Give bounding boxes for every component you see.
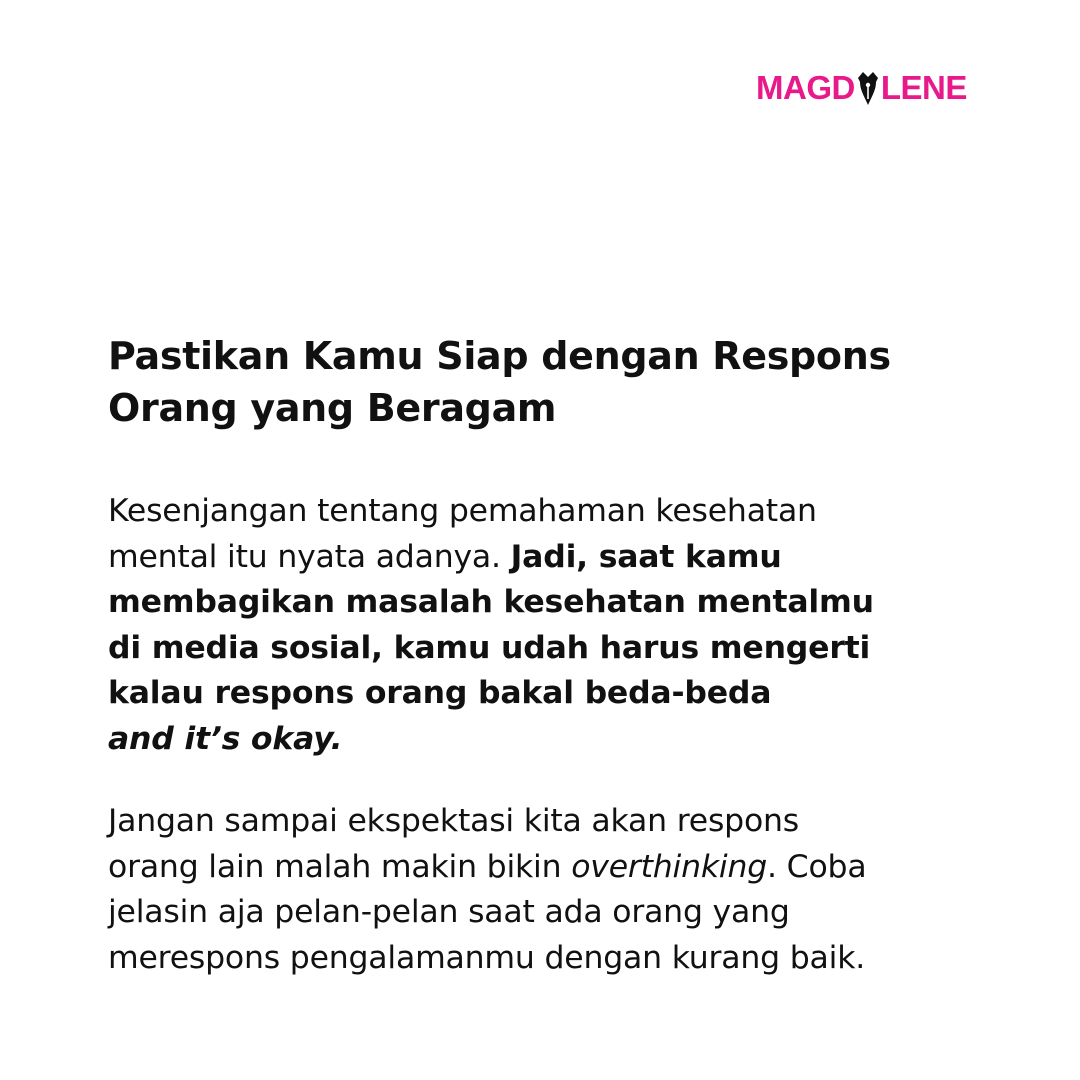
p1-line-6: and it’s okay. xyxy=(108,720,343,757)
logo-text-left: MAGD xyxy=(756,69,855,106)
p2-line-2-italic: overthinking xyxy=(571,848,768,885)
p1-line-5: kalau respons orang bakal beda-beda xyxy=(108,675,772,711)
p1-line-2-bold: Jadi, saat kamu xyxy=(510,538,782,575)
p1-line-2-normal: mental itu nyata adanya. xyxy=(108,538,511,575)
title-line-2: Orang yang Beragam xyxy=(108,386,557,430)
p2-line-1: Jangan sampai ekspektasi kita akan respons xyxy=(108,803,799,839)
magdalene-logo xyxy=(756,66,967,110)
p1-line-3: membagikan masalah kesehatan mentalmu xyxy=(108,584,874,620)
p1-line-4: di media sosial, kamu udah harus mengerti xyxy=(108,629,871,666)
paragraph-2 xyxy=(108,799,988,981)
p1-line-1: Kesenjangan tentang pemahaman kesehatan xyxy=(108,493,817,529)
logo-text-right: LENE xyxy=(880,69,967,106)
pen-nib-icon xyxy=(856,68,880,108)
p2-line-3: jelasin aja pelan-pelan saat ada orang yang xyxy=(108,894,790,930)
paragraph-1 xyxy=(108,489,988,762)
p2-line-2-before: orang lain malah makin bikin xyxy=(108,848,572,885)
section-title xyxy=(108,330,1008,434)
p2-line-2-after: . Coba xyxy=(767,848,867,885)
title-line-1: Pastikan Kamu Siap dengan Respons xyxy=(108,334,891,378)
p2-line-4: merespons pengalamanmu dengan kurang baik. xyxy=(108,939,866,976)
